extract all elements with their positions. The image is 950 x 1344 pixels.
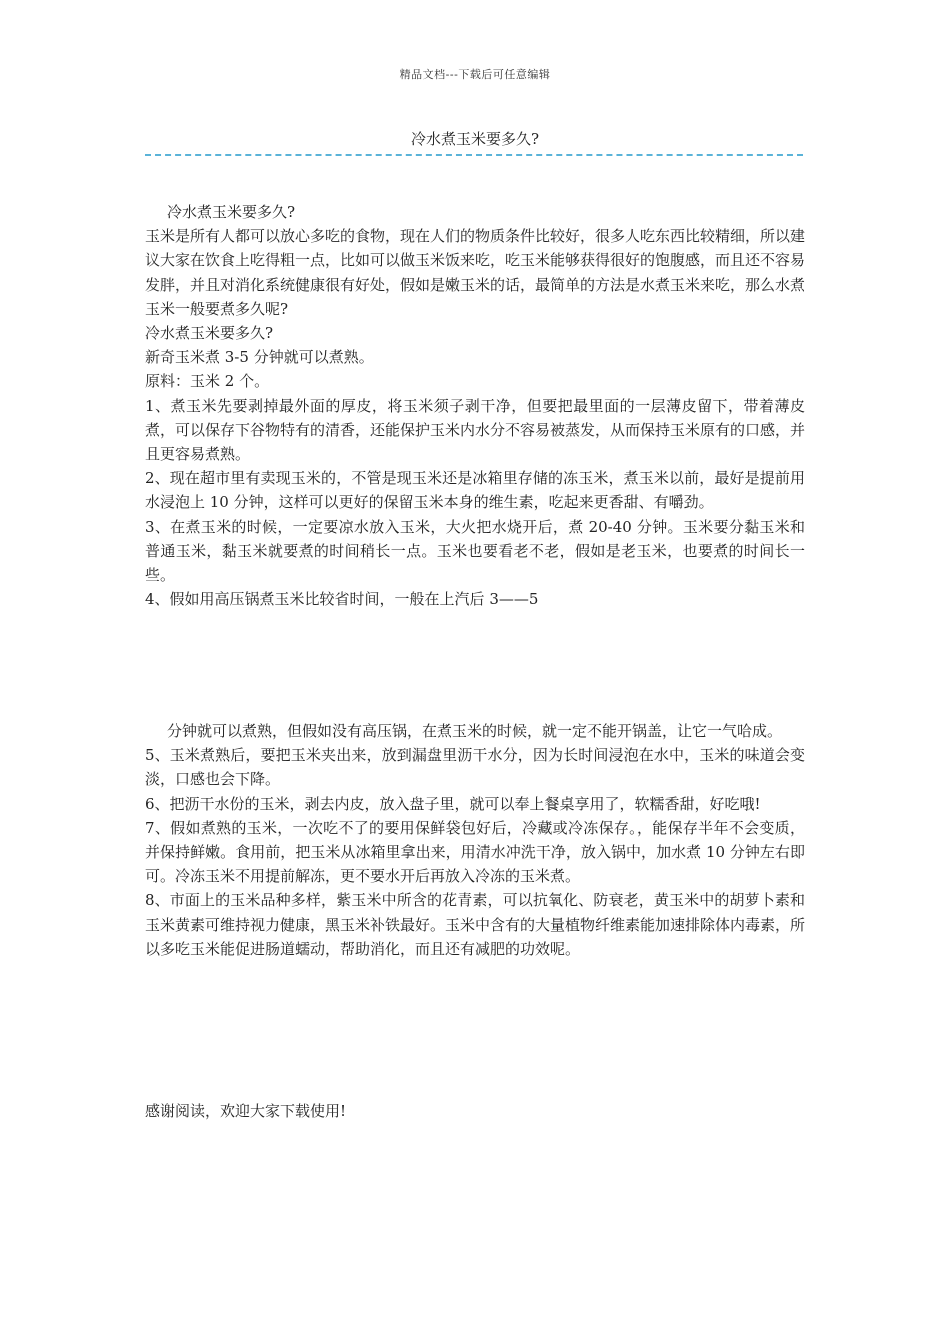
- step-8: 8、市面上的玉米品种多样，紫玉米中所含的花青素，可以抗氧化、防衰老，黄玉米中的胡萝卜素和玉米黄素可维持视力健康，黑玉米补铁最好。玉米中含有的大量植物纤维素能加速排除体内毒素，所以多吃玉米能促进肠道蠕动，帮助消化，而且还有减肥的功效呢。: [145, 891, 806, 958]
- document-title: 冷水煮玉米要多久?: [410, 130, 540, 148]
- step-7: 7、假如煮熟的玉米，一次吃不了的要用保鲜袋包好后，冷藏或冷冻保存。，能保存半年不会变质，并保持鲜嫩。食用前，把玉米从冰箱里拿出来，用清水冲洗干净，放入锅中，加水煮 10 分钟左右即可。冷冻玉米不用提前解冻，更不要水开后再放入冷冻的玉米煮。: [145, 818, 805, 886]
- step-1: 1、煮玉米先要剥掉最外面的厚皮，将玉米须子剥干净，但要把最里面的一层薄皮留下，带着薄皮煮，可以保存下谷物特有的清香，还能保护玉米内水分不容易被蒸发，从而保持玉米原有的口感，并且更容易煮熟。: [145, 396, 806, 464]
- question-line: 冷水煮玉米要多久?: [145, 324, 274, 343]
- intro-paragraph: 玉米是所有人都可以放心多吃的食物，现在人们的物质条件比较好，很多人吃东西比较精细，所以建议大家在饮食上吃得粗一点，比如可以做玉米饭来吃，吃玉米能够获得很好的饱腹感，而且还不容易发胖，并且对消化系统健康很有好处，假如是嫩玉米的话，最简单的方法是水煮玉米来吃，那么水煮玉米一般要煮多久呢?: [145, 227, 806, 318]
- body-section-2: [145, 719, 805, 961]
- step-4-start: 4、假如用高压锅煮玉米比较省时间，一般在上汽后 3——5: [145, 590, 539, 609]
- intro-heading: 冷水煮玉米要多久?: [167, 203, 296, 221]
- answer-line: 新奇玉米煮 3-5 分钟就可以煮熟。: [145, 348, 374, 367]
- step-2: 2、现在超市里有卖现玉米的，不管是现玉米还是冰箱里存储的冻玉米，煮玉米以前，最好是提前用水浸泡上 10 分钟，这样可以更好的保留玉米本身的维生素，吃起来更香甜、有嚼劲。: [145, 469, 805, 512]
- page-header: 精品文档---下载后可任意编辑: [399, 68, 551, 81]
- step-3: 3、在煮玉米的时候，一定要凉水放入玉米，大火把水烧开后，煮 20-40 分钟。玉米要分黏玉米和普通玉米，黏玉米就要煮的时间稍长一点。玉米也要看老不老，假如是老玉米，也要煮的时间长一些。: [145, 517, 805, 585]
- title-divider: [145, 154, 803, 156]
- step-4-continued: 分钟就可以煮熟，但假如没有高压锅，在煮玉米的时候，就一定不能开锅盖，让它一气哈成。: [167, 722, 783, 740]
- step-6: 6、把沥干水份的玉米，剥去内皮，放入盘子里，就可以奉上餐桌享用了，软糯香甜，好吃哦!: [145, 794, 761, 813]
- ingredients-line: 原料：玉米 2 个。: [145, 372, 270, 391]
- body-section-1: [145, 200, 805, 611]
- closing-note: 感谢阅读，欢迎大家下载使用!: [145, 1102, 347, 1120]
- step-5: 5、玉米煮熟后，要把玉米夹出来，放到漏盘里沥干水分，因为长时间浸泡在水中，玉米的味道会变淡，口感也会下降。: [145, 746, 805, 789]
